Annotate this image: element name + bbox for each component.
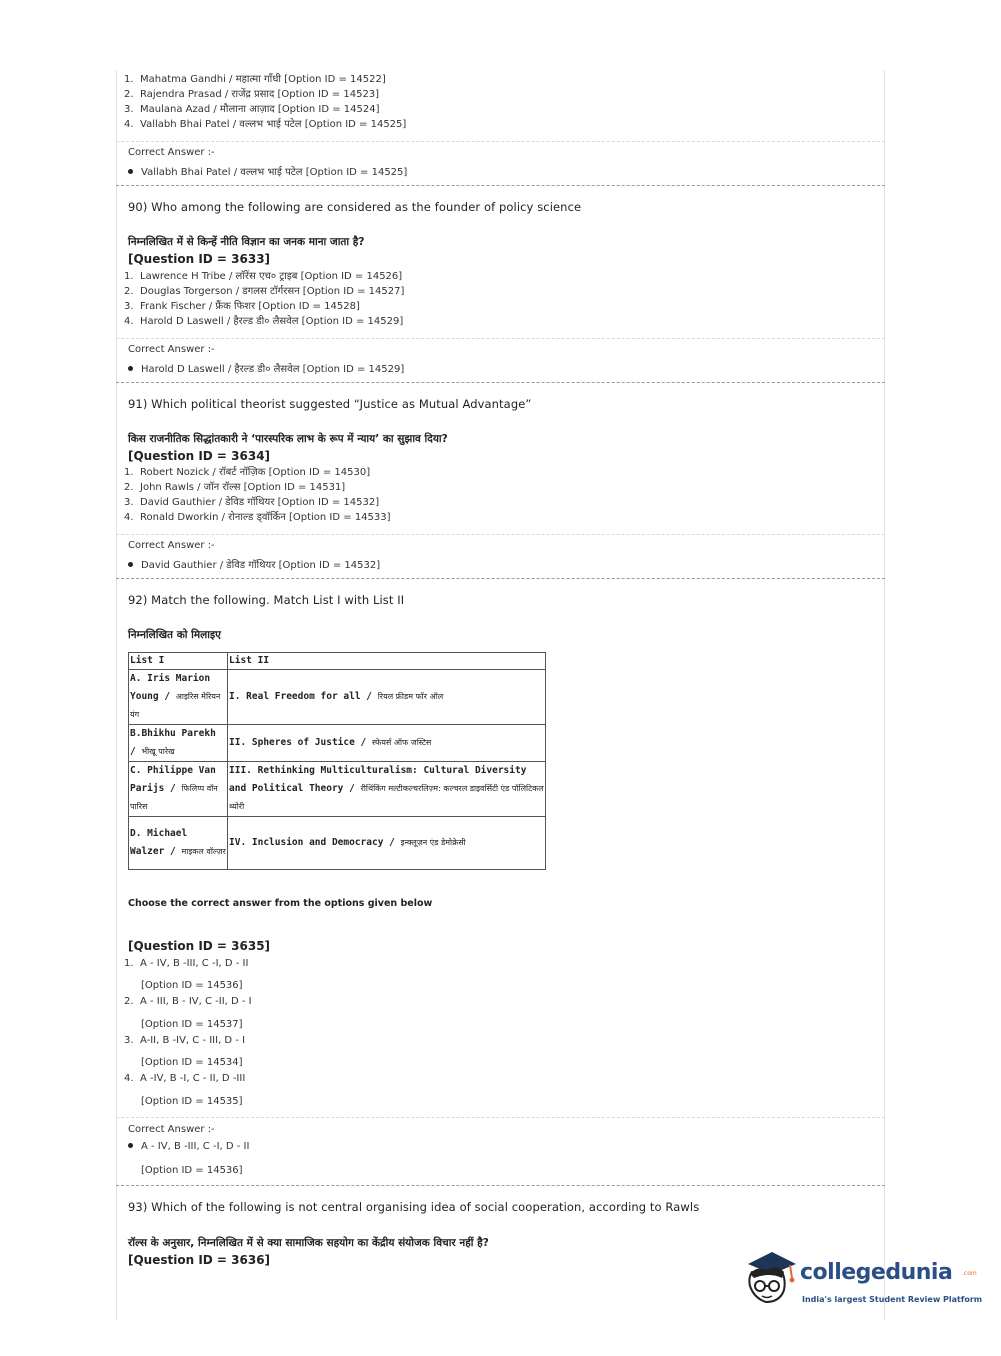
correct-answer-label: Correct Answer :- (128, 540, 215, 551)
table-row (129, 670, 546, 725)
option-2: 2. A - III, B - IV, C -II, D - I (124, 996, 252, 1007)
correct-answer-id: [Option ID = 14536] (141, 1165, 243, 1176)
option-1: 1. Robert Nozick / रॉबर्ट नॉज़िक [Option ID = 14530] (124, 467, 371, 478)
bullet-icon (128, 169, 133, 174)
question-id: [Question ID = 3633] (128, 252, 271, 266)
option-3: 3. Frank Fischer / फ्रैंक फिशर [Option ID = 14528] (124, 301, 360, 312)
column-header-list-2: List II (228, 653, 546, 670)
list-2-cell: III. Rethinking Multiculturalism: Cultural Diversity and Political Theory / रीथिंकिंग मल्टीकल्चरलिज़्म: कल्चरल डाइवर्सिटी एंड पॉलिटिकल थ्योरी (228, 762, 546, 817)
option-2: 2. Rajendra Prasad / राजेंद्र प्रसाद [Option ID = 14523] (124, 89, 380, 100)
option-4: 4. A -IV, B -I, C - II, D -III (124, 1073, 246, 1084)
question-divider (116, 185, 885, 186)
bullet-icon (128, 1143, 133, 1148)
question-title: 90) Who among the following are considered as the founder of policy science (128, 200, 582, 214)
correct-answer-label: Correct Answer :- (128, 147, 215, 158)
table-row (129, 725, 546, 762)
list-1-cell: C. Philippe Van Parijs / फिलिप्प वॉन पारिस (129, 762, 228, 817)
correct-answer: Harold D Laswell / हैरल्ड डी० लैसवेल [Option ID = 14529] (128, 361, 404, 375)
option-2: 2. John Rawls / जॉन रॉल्स [Option ID = 14531] (124, 482, 346, 493)
table-header-row (129, 653, 546, 670)
option-4: 4. Ronald Dworkin / रोनाल्ड ड्वॉर्किन [Option ID = 14533] (124, 512, 391, 523)
option-3: 3. A-II, B -IV, C - III, D - I (124, 1035, 246, 1046)
left-border (116, 70, 117, 1320)
table-row (129, 762, 546, 817)
right-border (884, 70, 885, 1320)
divider (116, 141, 885, 142)
divider (116, 338, 885, 339)
divider (116, 534, 885, 535)
question-divider (116, 1185, 885, 1186)
logo-tagline: India's largest Student Review Platform (802, 1295, 983, 1304)
option-3: 3. David Gauthier / डेविड गॉथियर [Option ID = 14532] (124, 497, 380, 508)
option-1: 1. A - IV, B -III, C -I, D - II (124, 958, 249, 969)
option-4: 4. Harold D Laswell / हैरल्ड डी० लैसवेल [Option ID = 14529] (124, 316, 404, 327)
bullet-icon (128, 366, 133, 371)
list-2-cell: II. Spheres of Justice / स्फेयर्स ऑफ जस्टिस (228, 725, 546, 762)
logo-domain: .com (962, 1270, 977, 1277)
correct-answer: Vallabh Bhai Patel / वल्लभ भाई पटेल [Option ID = 14525] (128, 164, 407, 178)
question-id: [Question ID = 3635] (128, 939, 271, 953)
correct-answer-label: Correct Answer :- (128, 344, 215, 355)
list-1-cell: A. Iris Marion Young / आइरिस मेरियन यंग (129, 670, 228, 725)
mascot-icon (740, 1250, 800, 1316)
column-header-list-1: List I (129, 653, 228, 670)
question-hindi: किस राजनीतिक सिद्धांतकारी ने ‘पारस्परिक लाभ के रूप में न्याय’ का सुझाव दिया? (128, 433, 448, 445)
bullet-icon (128, 562, 133, 567)
question-title: 92) Match the following. Match List I with List II (128, 593, 405, 607)
list-1-cell: B.Bhikhu Parekh / भीखू पारेख (129, 725, 228, 762)
question-id: [Question ID = 3636] (128, 1253, 271, 1267)
list-2-cell: I. Real Freedom for all / रियल फ्रीडम फॉर ऑल (228, 670, 546, 725)
correct-answer-label: Correct Answer :- (128, 1124, 215, 1135)
option-2-id: [Option ID = 14537] (141, 1019, 243, 1030)
question-hindi: निम्नलिखित में से किन्हें नीति विज्ञान का जनक माना जाता है? (128, 236, 365, 248)
divider (116, 1117, 885, 1118)
instruction-text: Choose the correct answer from the options given below (128, 898, 433, 909)
option-1: 1. Mahatma Gandhi / महात्मा गाँधी [Option ID = 14522] (124, 74, 386, 85)
correct-answer: David Gauthier / डेविड गॉथियर [Option ID = 14532] (128, 557, 380, 571)
match-table (128, 652, 546, 870)
collegedunia-logo (740, 1250, 983, 1320)
question-divider (116, 578, 885, 579)
question-title: 91) Which political theorist suggested “Justice as Mutual Advantage” (128, 397, 532, 411)
question-page (116, 70, 885, 1320)
option-4-id: [Option ID = 14535] (141, 1096, 243, 1107)
option-3-id: [Option ID = 14534] (141, 1057, 243, 1068)
question-hindi: निम्नलिखित को मिलाइए (128, 629, 221, 641)
correct-answer: A - IV, B -III, C -I, D - II (128, 1141, 249, 1152)
list-1-cell: D. Michael Walzer / माइकल वॉल्ज़र (129, 817, 228, 870)
option-1-id: [Option ID = 14536] (141, 980, 243, 991)
question-divider (116, 382, 885, 383)
table-row (129, 817, 546, 870)
logo-wordmark: collegedunia (800, 1260, 953, 1285)
list-2-cell: IV. Inclusion and Democracy / इन्क्लूज़न एंड डेमोक्रेसी (228, 817, 546, 870)
option-1: 1. Lawrence H Tribe / लॉरेंस एच० ट्राइब [Option ID = 14526] (124, 271, 403, 282)
option-3: 3. Maulana Azad / मौलाना आज़ाद [Option ID = 14524] (124, 104, 380, 115)
question-hindi: रॉल्स के अनुसार, निम्नलिखित में से क्या सामाजिक सहयोग का केंद्रीय संयोजक विचार नहीं है? (128, 1237, 489, 1249)
question-id: [Question ID = 3634] (128, 449, 271, 463)
question-title: 93) Which of the following is not central organising idea of social cooperation, according to Rawls (128, 1200, 700, 1214)
option-2: 2. Douglas Torgerson / डगलस टॉर्गरसन [Option ID = 14527] (124, 286, 405, 297)
option-4: 4. Vallabh Bhai Patel / वल्लभ भाई पटेल [Option ID = 14525] (124, 119, 407, 130)
